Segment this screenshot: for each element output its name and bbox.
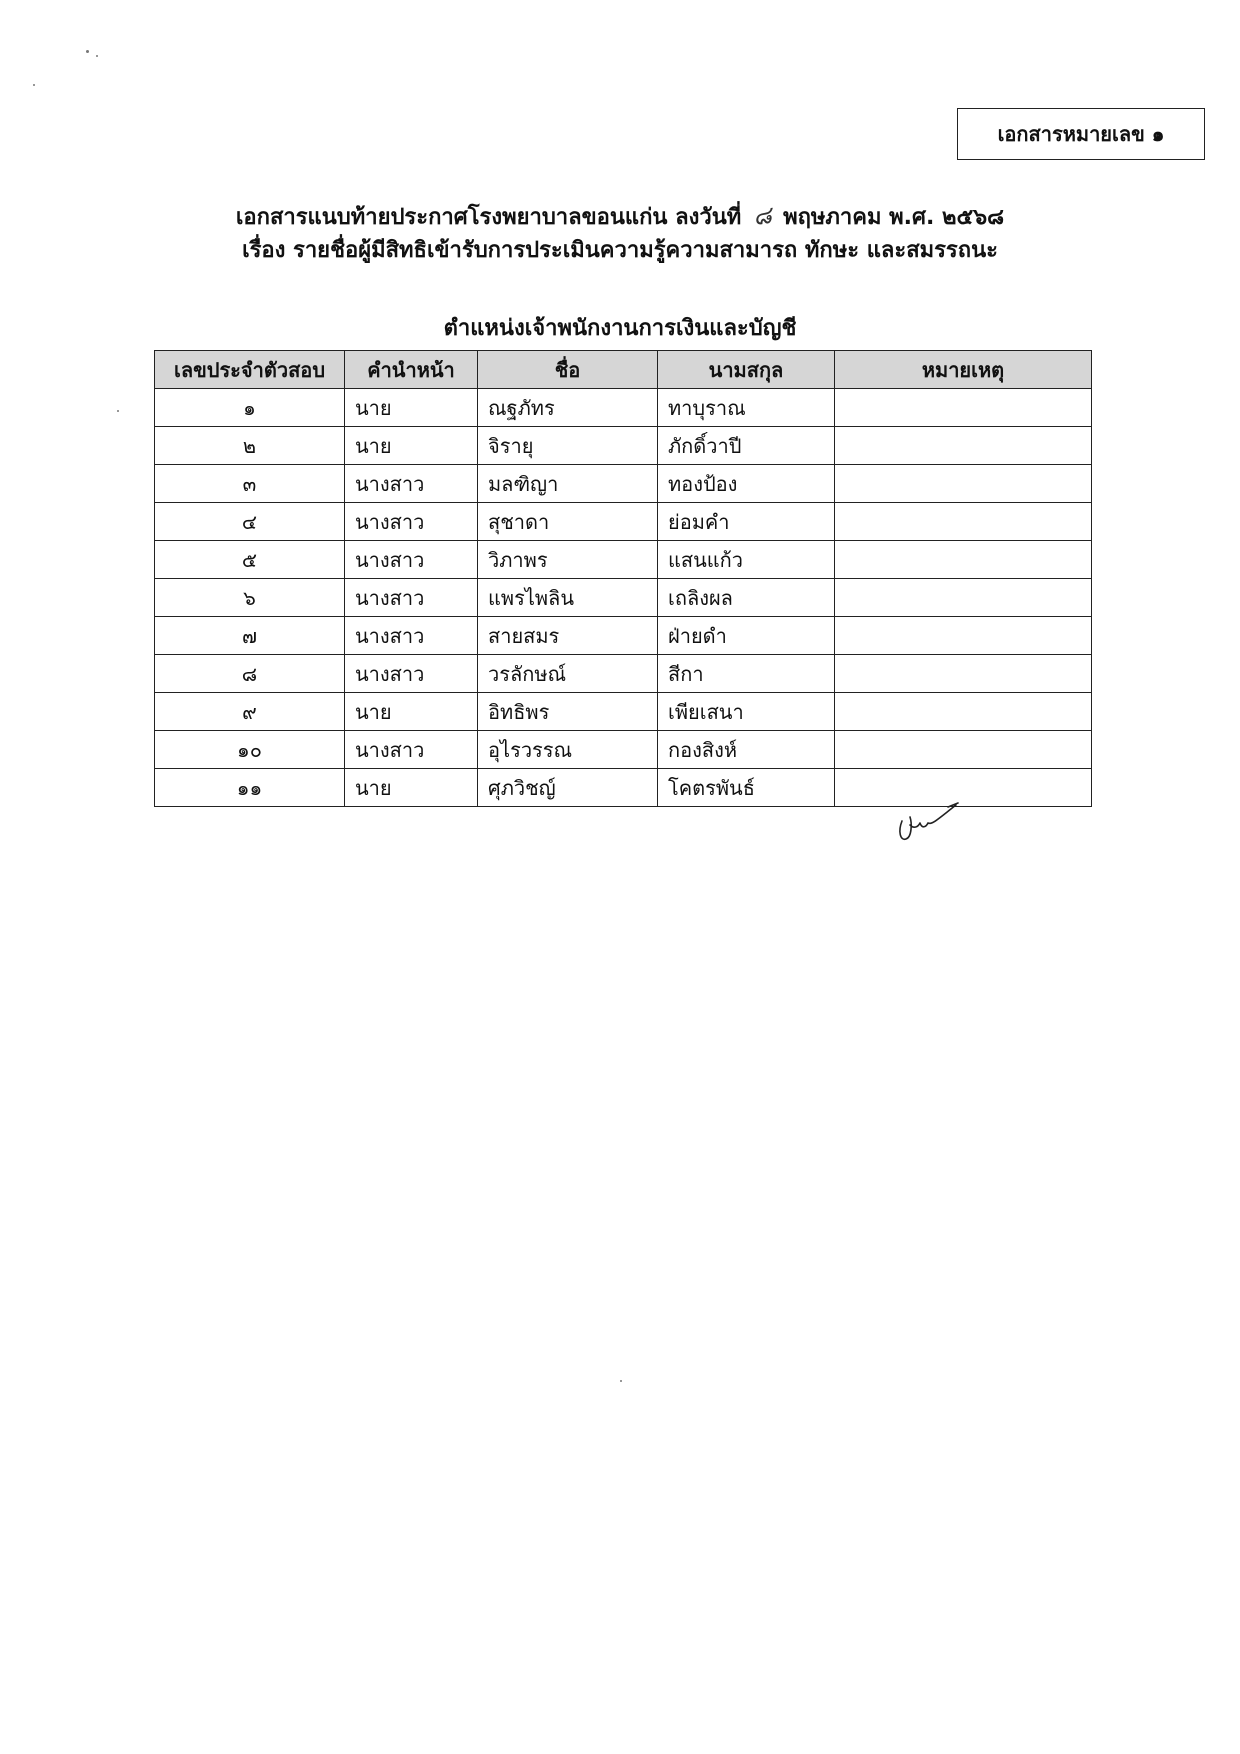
handwritten-signature-icon: [890, 795, 970, 855]
note-cell: [835, 731, 1092, 769]
note-cell: [835, 579, 1092, 617]
exam-id-cell: ๑: [155, 389, 345, 427]
exam-id-cell: ๗: [155, 617, 345, 655]
table-row: [155, 465, 1092, 503]
first-name-cell: อุไรวรรณ: [478, 731, 658, 769]
prefix-cell: นาย: [345, 693, 478, 731]
table-row: [155, 427, 1092, 465]
last-name-cell: ทาบุราณ: [658, 389, 835, 427]
handwritten-day: ๘: [751, 200, 774, 232]
exam-id-cell: ๒: [155, 427, 345, 465]
first-name-cell: แพรไพลิน: [478, 579, 658, 617]
exam-id-cell: ๘: [155, 655, 345, 693]
note-cell: [835, 541, 1092, 579]
scan-speck: [620, 1380, 622, 1382]
last-name-cell: กองสิงห์: [658, 731, 835, 769]
exam-id-cell: ๓: [155, 465, 345, 503]
note-cell: [835, 465, 1092, 503]
first-name-cell: ศุภวิชญ์: [478, 769, 658, 807]
prefix-cell: นางสาว: [345, 503, 478, 541]
prefix-cell: นางสาว: [345, 655, 478, 693]
table-row: [155, 503, 1092, 541]
note-cell: [835, 427, 1092, 465]
candidates-table: [154, 350, 1092, 807]
exam-id-cell: ๔: [155, 503, 345, 541]
table-row: [155, 731, 1092, 769]
table-row: [155, 579, 1092, 617]
note-cell: [835, 503, 1092, 541]
document-number-label: เอกสารหมายเลข ๑: [997, 122, 1165, 146]
col-header-last-name: นามสกุล: [658, 351, 835, 389]
note-cell: [835, 389, 1092, 427]
first-name-cell: จิรายุ: [478, 427, 658, 465]
last-name-cell: สีกา: [658, 655, 835, 693]
first-name-cell: สุชาดา: [478, 503, 658, 541]
table-row: [155, 541, 1092, 579]
scan-speck: [117, 410, 119, 412]
exam-id-cell: ๑๑: [155, 769, 345, 807]
position-title: ตำแหน่งเจ้าพนักงานการเงินและบัญชี: [443, 316, 797, 341]
note-cell: [835, 655, 1092, 693]
prefix-cell: นางสาว: [345, 541, 478, 579]
note-cell: [835, 693, 1092, 731]
last-name-cell: เพียเสนา: [658, 693, 835, 731]
table-row: [155, 617, 1092, 655]
exam-id-cell: ๕: [155, 541, 345, 579]
scan-speck: [96, 55, 98, 57]
prefix-cell: นาย: [345, 427, 478, 465]
last-name-cell: เถลิงผล: [658, 579, 835, 617]
header-prefix: เอกสารแนบท้ายประกาศโรงพยาบาลขอนแก่น ลงวันที่: [235, 205, 742, 230]
prefix-cell: นางสาว: [345, 617, 478, 655]
table-row: [155, 655, 1092, 693]
first-name-cell: อิทธิพร: [478, 693, 658, 731]
exam-id-cell: ๙: [155, 693, 345, 731]
last-name-cell: แสนแก้ว: [658, 541, 835, 579]
first-name-cell: มลฑิญา: [478, 465, 658, 503]
col-header-exam-id: เลขประจำตัวสอบ: [155, 351, 345, 389]
last-name-cell: ภักดิ์วาปี: [658, 427, 835, 465]
exam-id-cell: ๑๐: [155, 731, 345, 769]
prefix-cell: นางสาว: [345, 579, 478, 617]
last-name-cell: ฝ่ายดำ: [658, 617, 835, 655]
prefix-cell: นางสาว: [345, 465, 478, 503]
first-name-cell: ณฐภัทร: [478, 389, 658, 427]
prefix-cell: นาย: [345, 389, 478, 427]
document-number-box: [957, 108, 1205, 160]
last-name-cell: โคตรพันธ์: [658, 769, 835, 807]
first-name-cell: วรลักษณ์: [478, 655, 658, 693]
prefix-cell: นาย: [345, 769, 478, 807]
exam-id-cell: ๖: [155, 579, 345, 617]
scan-speck: [86, 50, 89, 53]
col-header-prefix: คำนำหน้า: [345, 351, 478, 389]
last-name-cell: ย่อมคำ: [658, 503, 835, 541]
col-header-note: หมายเหตุ: [835, 351, 1092, 389]
header-announcement-line: [0, 196, 1240, 235]
table-row: [155, 389, 1092, 427]
table-row: [155, 693, 1092, 731]
col-header-first-name: ชื่อ: [478, 351, 658, 389]
header-date-suffix: พฤษภาคม พ.ศ. ๒๕๖๘: [783, 205, 1005, 230]
note-cell: [835, 617, 1092, 655]
table-header-row: [155, 351, 1092, 389]
first-name-cell: วิภาพร: [478, 541, 658, 579]
scan-speck: [33, 84, 35, 86]
prefix-cell: นางสาว: [345, 731, 478, 769]
first-name-cell: สายสมร: [478, 617, 658, 655]
last-name-cell: ทองป้อง: [658, 465, 835, 503]
header-subject-line: เรื่อง รายชื่อผู้มีสิทธิเข้ารับการประเมินความรู้ความสามารถ ทักษะ และสมรรถนะ: [242, 238, 998, 263]
